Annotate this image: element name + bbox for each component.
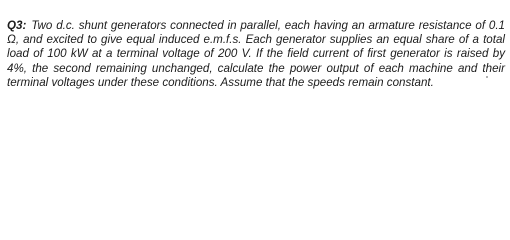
question-text: Two d.c. shunt generators connected in parallel, each having an armature resistance of 0.1 Ω, and excited to give equal induced e.m.f.s. Each generator supplies an equal share of a total load of 100 kW at a terminal voltage of 200 V. If the field current of first generator is raised by 4%, the second remaining unchanged, calculate the power output of each machine and their terminal voltages under these conditions. Assume that the speeds remain constant. [7,19,505,89]
question-number: Q3: [7,19,27,32]
scan-speck [486,76,488,78]
question-paragraph [7,19,505,90]
